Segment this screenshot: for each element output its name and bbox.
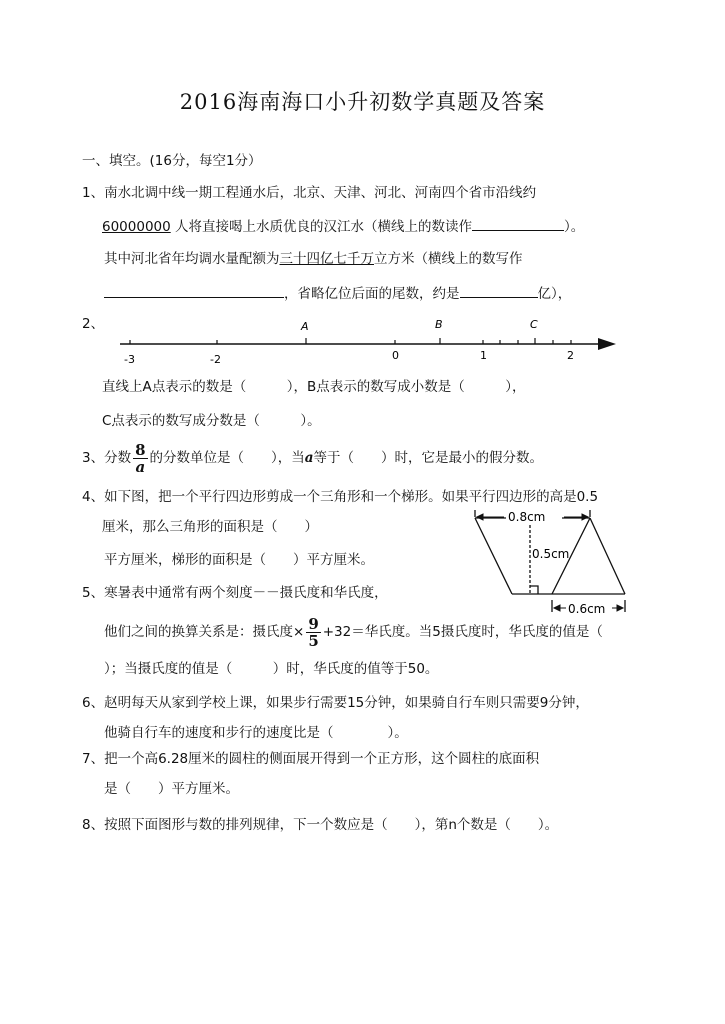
right-angle-mark — [530, 586, 538, 594]
q1-blank-read[interactable] — [472, 217, 564, 231]
q4-line2: 厘米，那么三角形的面积是（ ） — [102, 519, 318, 535]
fraction-8-over-a: $\frac{8}{a}$ — [135, 440, 146, 476]
q5-line3: ）；当摄氏度的值是（ ）时，华氏度的值等于50。 — [104, 661, 439, 677]
q1-blank-write[interactable] — [104, 284, 284, 298]
q4-line1: 4、如下图，把一个平行四边形剪成一个三角形和一个梯形。如果平行四边形的高是0.5 — [82, 489, 599, 505]
parallelogram-left-edge — [475, 518, 512, 594]
q2-number: 2、 — [82, 316, 105, 332]
q6-line1: 6、赵明每天从家到学校上课，如果步行需要15分钟，如果骑自行车则只需要9分钟， — [82, 695, 589, 711]
tick-label: 0 — [392, 349, 399, 362]
q1-number: 60000000 — [102, 219, 171, 235]
number-line-ticks — [130, 338, 571, 344]
q5-line1: 5、寒暑表中通常有两个刻度－－摄氏度和华氏度， — [82, 585, 388, 601]
page-title: 2016海南海口小升初数学真题及答案 — [179, 90, 546, 114]
q7-line1: 7、把一个高6.28厘米的圆柱的侧面展开得到一个正方形，这个圆柱的底面积 — [82, 751, 540, 767]
q1-line4: ，省略亿位后面的尾数，约是 亿）， — [104, 284, 571, 303]
bottom-length-label: 0.6cm — [568, 602, 606, 616]
q1-blank-approx[interactable] — [460, 284, 538, 298]
number-line — [110, 312, 620, 372]
parallelogram-diagram — [470, 506, 635, 618]
q1-line1: 1、南水北调中线一期工程通水后，北京、天津、河北、河南四个省市沿线约 — [82, 185, 537, 201]
point-c-label: C — [530, 318, 538, 331]
parallelogram-right-edge — [590, 518, 625, 594]
fraction-9-over-5: $\frac{9}{5}$ — [308, 614, 319, 650]
q2-line2: C点表示的数写成分数是（ ）。 — [102, 413, 321, 429]
tick-label: 1 — [480, 349, 487, 362]
tick-label: 2 — [567, 349, 574, 362]
top-length-label: 0.8cm — [508, 510, 546, 524]
variable-a: a — [304, 450, 314, 466]
tick-label: -2 — [210, 353, 221, 366]
height-label: 0.5cm — [532, 547, 570, 561]
q7-line2: 是（ ）平方厘米。 — [104, 781, 239, 797]
section-heading: 一、填空。(16分，每空1分） — [82, 153, 262, 169]
q5-line2: 他们之间的换算关系是：摄氏度× $\frac{9}{5}$ +32＝华氏度。当5摄氏度时，华氏度的值是（ — [104, 614, 603, 650]
q1-underlined-amount: 三十四亿七千万 — [279, 251, 374, 267]
point-b-label: B — [435, 318, 443, 331]
point-a-label: A — [301, 320, 309, 333]
q1-line2: 60000000 人将直接喝上水质优良的汉江水（横线上的数读作 ）。 — [102, 219, 585, 235]
q4-line3: 平方厘米，梯形的面积是（ ）平方厘米。 — [104, 552, 374, 568]
q2-line1: 直线上A点表示的数是（ ），B点表示的数写成小数是（ ）， — [102, 379, 526, 395]
number-line-arrow — [598, 338, 616, 350]
q8-line1: 8、按照下面图形与数的排列规律，下一个数应是（ ），第n个数是（ ）。 — [82, 817, 559, 833]
q3-line: 3、分数 $\frac{8}{a}$ 的分数单位是（ ），当a等于（ ）时，它是最小的假分数。 — [82, 440, 544, 476]
q1-line3: 其中河北省年均调水量配额为三十四亿七千万立方米（横线上的数写作 — [104, 251, 523, 267]
tick-label: -3 — [124, 353, 135, 366]
q6-line2: 他骑自行车的速度和步行的速度比是（ ）。 — [104, 725, 408, 741]
